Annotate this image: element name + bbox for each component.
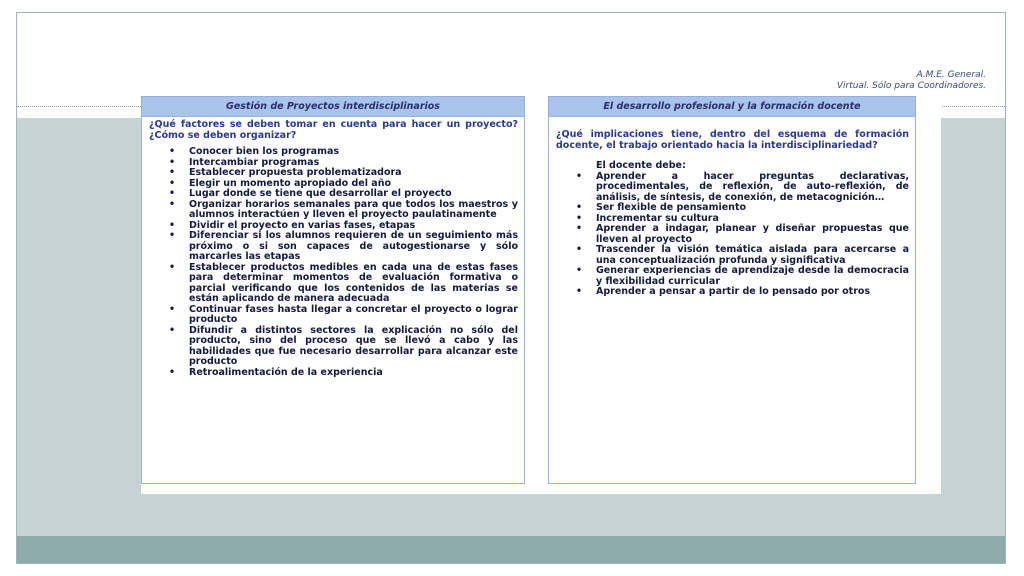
left-list [149,147,518,378]
left-column-body [142,117,524,378]
list-item: • Diferenciar si los alumnos requieren de un seguimiento más próximo o si son capaces de autogestionarse y sólo marcarles las etapas [189,231,518,263]
right-column-title: El desarrollo profesional y la formación docente [549,97,915,117]
right-intro: El docente debe: [596,160,686,171]
right-column-body [549,117,915,298]
list-item: • Lugar donde se tiene que desarrollar el proyecto [189,189,518,200]
left-column-title: Gestión de Proyectos interdisciplinarios [142,97,524,117]
list-item: • Conocer bien los programas [189,147,518,158]
header-note [837,70,986,92]
list-item: • Aprender a indagar, planear y diseñar propuestas que lleven al proyecto [596,224,909,245]
list-item: • Continuar fases hasta llegar a concretar el proyecto o lograr producto [189,305,518,326]
list-item: • Retroalimentación de la experiencia [189,368,518,379]
right-column [548,96,916,484]
footer-band [17,536,1005,563]
list-item: • Difundir a distintos sectores la explicación no sólo del producto, sino del proceso que se llevó a cabo y las habilidades que fue necesario desarrollar para alcanzar este producto [189,326,518,368]
list-item: • Trascender la visión temática aislada para acercarse a una conceptualización profunda y significativa [596,245,909,266]
header-line-2: Virtual. Sólo para Coordinadores. [836,81,986,91]
list-item: • Elegir un momento apropiado del año [189,179,518,190]
list-item: • Organizar horarios semanales para que todos los maestros y alumnos interactúen y lleven el proyecto paulatinamente [189,200,518,221]
header-line-1: A.M.E. General. [916,70,986,80]
list-item: • Incrementar su cultura [596,214,909,225]
left-question: ¿Qué factores se deben tomar en cuenta para hacer un proyecto? ¿Cómo se deben organizar? [149,119,518,141]
right-question: ¿Qué implicaciones tiene, dentro del esquema de formación docente, el trabajo orientado hacia la interdisciplinariedad? [556,129,909,151]
list-item: • Establecer productos medibles en cada una de estas fases para determinar momentos de evaluación formativa o parcial verificando que los contenidos de las materias se están aplicando de manera adecuada [189,263,518,305]
list-item: • Aprender a pensar a partir de lo pensado por otros [596,287,909,298]
list-item: • Establecer propuesta problematizadora [189,168,518,179]
list-item: • Intercambiar programas [189,158,518,169]
left-column [141,96,525,484]
list-item: • Generar experiencias de aprendizaje desde la democracia y flexibilidad curricular [596,266,909,287]
list-item: • Ser flexible de pensamiento [596,203,909,214]
right-list [556,172,909,298]
list-item: • Dividir el proyecto en varias fases, etapas [189,221,518,232]
list-item: • Aprender a hacer preguntas declarativas, procedimentales, de reflexión, de auto-reflexión, de análisis, de síntesis, de conexión, de metacognición… [596,172,909,204]
